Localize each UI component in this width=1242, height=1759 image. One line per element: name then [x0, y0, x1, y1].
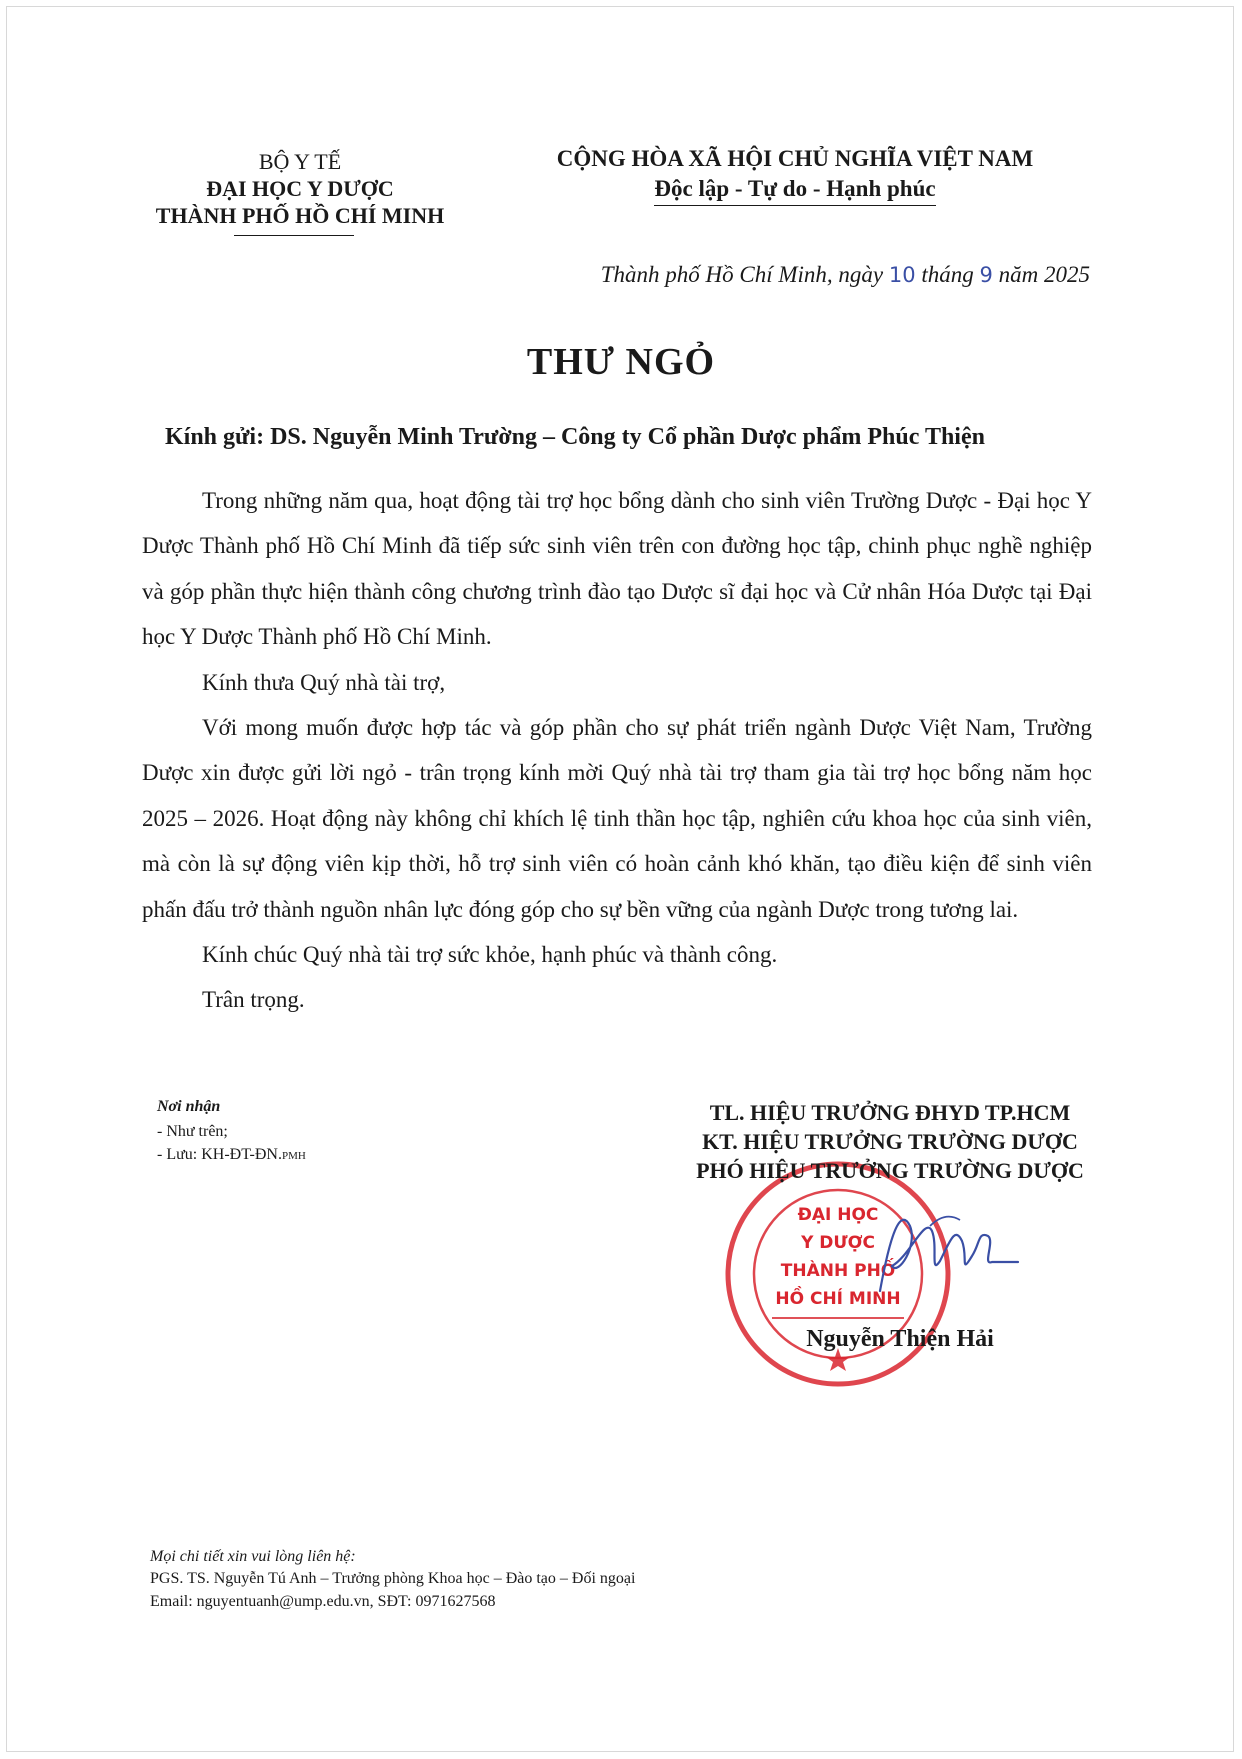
archive-label: - Lưu: KH-ĐT-ĐN.	[157, 1146, 282, 1163]
university-city: THÀNH PHỐ HỒ CHÍ MINH	[155, 203, 445, 228]
recipient-item: - Như trên;	[157, 1123, 228, 1140]
stamp-text: ĐẠI HỌC	[797, 1205, 879, 1225]
ministry-name: BỘ Y TẾ	[258, 149, 342, 174]
recipients-list	[157, 1120, 306, 1168]
signer-name: Nguyễn Thiện Hải	[806, 1326, 994, 1352]
contact-heading: Mọi chi tiết xin vui lòng liên hệ:	[150, 1548, 356, 1565]
letter-title: THƯ NGỎ	[526, 341, 716, 383]
body-paragraph: Trong những năm qua, hoạt động tài trợ học bổng dành cho sinh viên Trường Dược - Đại học Y Dược Thành phố Hồ Chí Minh đã tiếp sức sinh viên trên con đường học tập, chinh phục nghề nghiệp và góp phần thực hiện thành công chương trình đào tạo Dược sĩ đại học và Cử nhân Hóa Dược tại Đại học Y Dược Thành phố Hồ Chí Minh.	[142, 488, 1092, 650]
signature-title: TL. HIỆU TRƯỞNG ĐHYD TP.HCM	[709, 1100, 1071, 1125]
body-paragraph: Kính thưa Quý nhà tài trợ,	[202, 669, 446, 695]
body-paragraph: Trân trọng.	[202, 987, 305, 1013]
date-prefix: Thành phố Hồ Chí Minh, ngày	[600, 262, 884, 287]
signature-title: PHÓ HIỆU TRƯỞNG TRƯỜNG DƯỢC	[696, 1158, 1084, 1183]
date-month-label: tháng	[921, 262, 974, 287]
national-header	[525, 144, 1065, 206]
letter-recipient: Kính gửi: DS. Nguyễn Minh Trường – Công ty Cổ phần Dược phẩm Phúc Thiện	[165, 424, 985, 450]
recipients-heading: Nơi nhận	[157, 1098, 221, 1115]
university-name: ĐẠI HỌC Y DƯỢC	[206, 176, 394, 201]
body-paragraph: Với mong muốn được hợp tác và góp phần cho sự phát triển ngành Dược Việt Nam, Trường Dược xin được gửi lời ngỏ - trân trọng kính mời Quý nhà tài trợ tham gia tài trợ học bổng năm học 2025 – 2026. Hoạt động này không chỉ khích lệ tinh thần học tập, nghiên cứu khoa học của sinh viên, mà còn là sự động viên kịp thời, hỗ trợ sinh viên có hoàn cảnh khó khăn, tạo điều kiện để sinh viên phấn đấu trở thành nguồn nhân lực đóng góp cho sự bền vững của ngành Dược trong tương lai.	[142, 715, 1092, 922]
signature-title: KT. HIỆU TRƯỞNG TRƯỜNG DƯỢC	[702, 1129, 1078, 1154]
stamp-text: HỒ CHÍ MINH	[775, 1289, 901, 1309]
date-year: năm 2025	[998, 262, 1090, 287]
contact-details: Email: nguyentuanh@ump.edu.vn, SĐT: 0971627568	[150, 1593, 496, 1610]
country-name: CỘNG HÒA XÃ HỘI CHỦ NGHĨA VIỆT NAM	[556, 146, 1034, 171]
issuer-header	[130, 148, 470, 229]
body-paragraph: Kính chúc Quý nhà tài trợ sức khỏe, hạnh phúc và thành công.	[202, 942, 778, 968]
recipient-item	[157, 1143, 306, 1168]
national-motto: Độc lập - Tự do - Hạnh phúc	[654, 174, 935, 206]
contact-person: PGS. TS. Nguyễn Tú Anh – Trưởng phòng Khoa học – Đào tạo – Đối ngoại	[150, 1570, 636, 1587]
header-left-underline	[234, 235, 354, 236]
signature-block	[660, 1098, 1120, 1185]
letter-body	[142, 478, 1092, 1023]
date-line	[500, 262, 1090, 288]
archive-initials: PMH	[281, 1150, 306, 1162]
date-day: 10	[888, 263, 916, 287]
date-month: 9	[979, 263, 993, 287]
stamp-text: Y DƯỢC	[801, 1233, 875, 1253]
handwritten-signature	[870, 1196, 1020, 1306]
stamp-text: THÀNH PHỐ	[780, 1261, 896, 1281]
